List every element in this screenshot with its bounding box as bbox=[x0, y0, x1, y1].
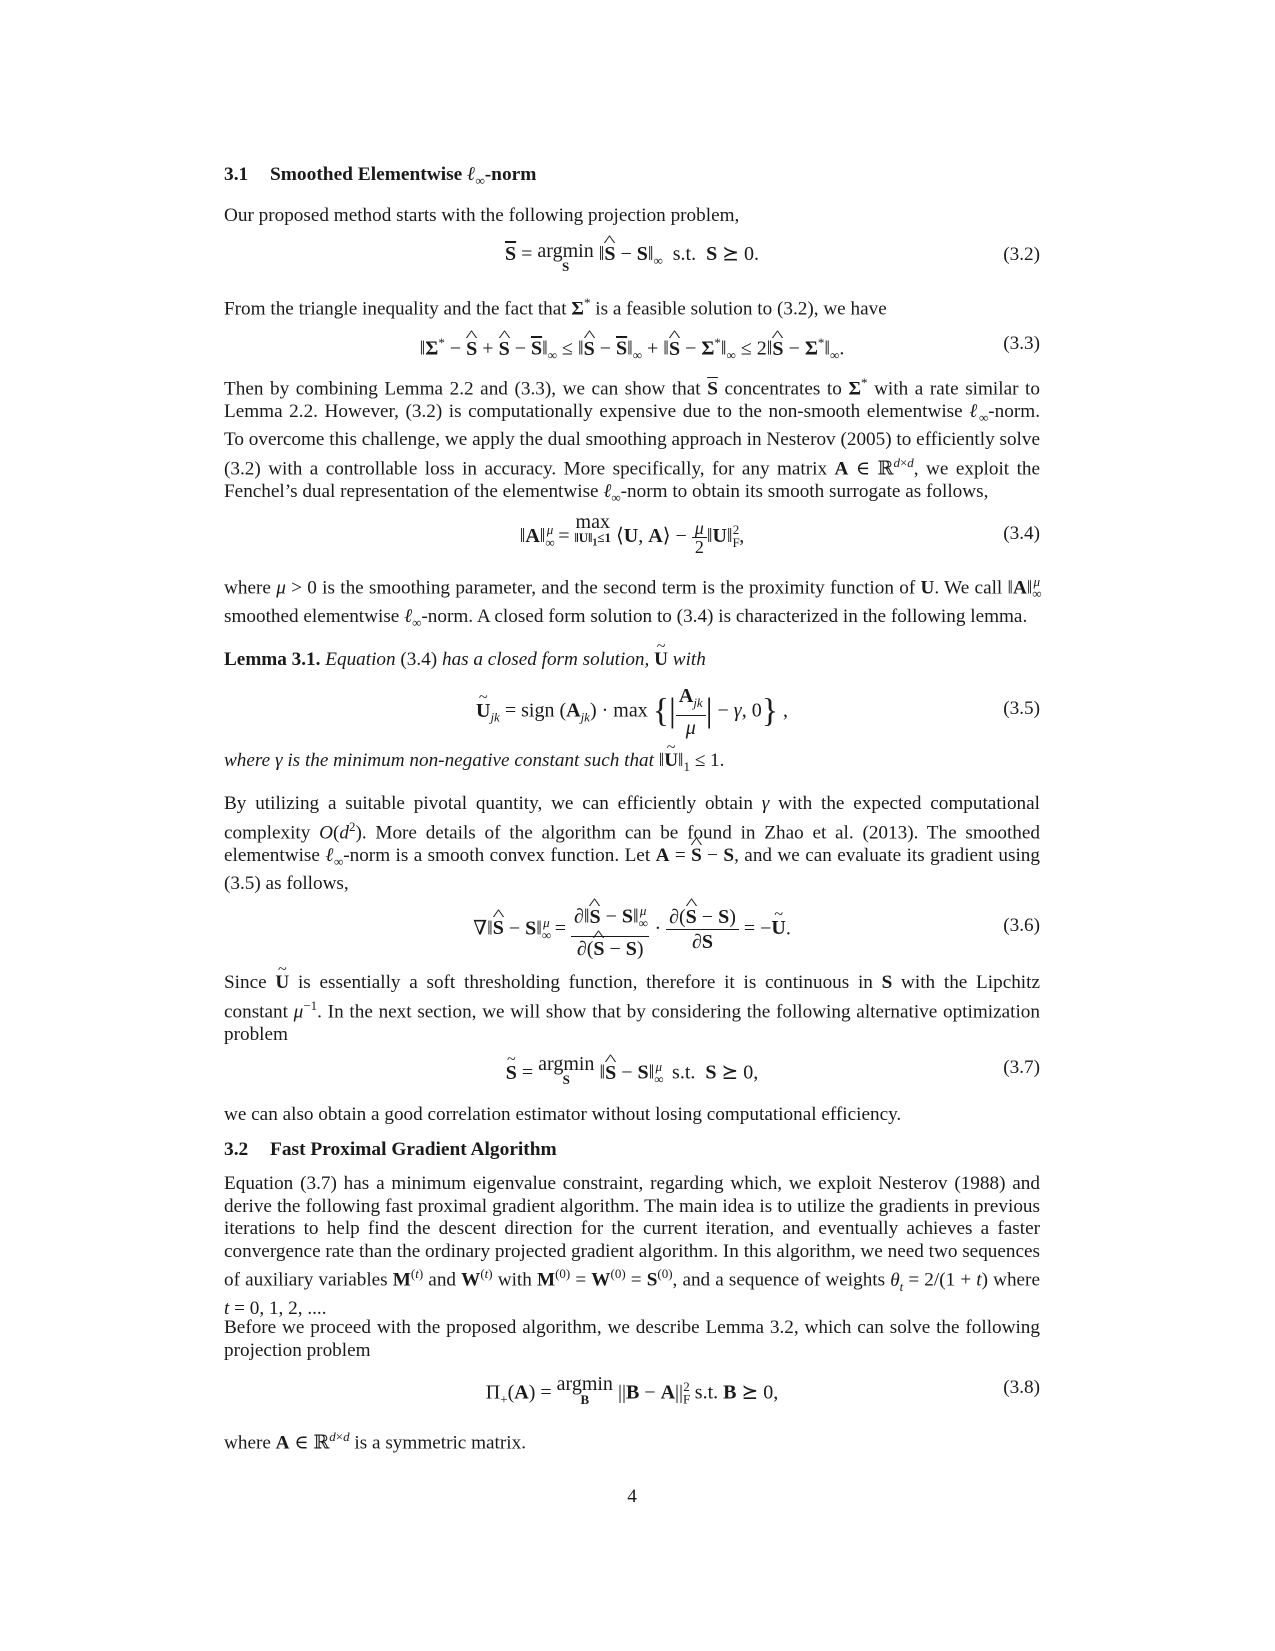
paragraph: By utilizing a suitable pivotal quantity, we can efficiently obtain γ with the expected computational complexity $O(d^2)$. More details of the algorithm can be found in Zhao et al. (2013). The smoothed elementwise ℓ$_\infty$-norm is a smooth convex function. Let A = ^ S − S, and we can evaluate its gradient using (3.5) as follows, bbox=[224, 793, 1040, 896]
equation-3-2 bbox=[224, 242, 1040, 294]
lemma-label: Lemma 3.1. bbox=[224, 649, 321, 670]
equation-body: $\overline{S} = argmin$ S ‖^ $S - S‖_\infty$ s.t. S ⪰ 0. bbox=[224, 242, 1040, 273]
equation-3-7 bbox=[224, 1055, 1040, 1107]
equation-tag: (3.6) bbox=[1003, 915, 1040, 936]
section-title: Smoothed Elementwise ℓ$_\infty$-norm bbox=[270, 164, 537, 188]
equation-body: ~ S = argmin S ‖^ $S - S‖_\infty^\mu$ s.t. S ⪰ 0, bbox=[224, 1055, 1040, 1092]
paragraph: where μ > 0 is the smoothing parameter, and the second term is the proximity function of U. We call $‖A‖_\infty^\mu$ smoothed elementwise ℓ$_\infty$-norm. A closed form solution to (3.4) is characterized in the following lemma. bbox=[224, 574, 1042, 630]
page-number: 4 bbox=[627, 1486, 637, 1507]
equation-body: $‖A‖_\infty^\mu = \max$ $‖U‖_1\le 1$ ⟨U, A⟩ − $\frac{\mu}{2}$ $‖U‖_F^2$, bbox=[519, 511, 745, 557]
lemma-3-1: Lemma 3.1. Equation (3.4) has a closed form solution, ~ U with bbox=[224, 649, 1040, 672]
section-title: Fast Proximal Gradient Algorithm bbox=[270, 1139, 557, 1160]
paragraph: From the triangle inequality and the fact that Σ* is a feasible solution to (3.2), we have bbox=[224, 295, 887, 320]
paragraph: we can also obtain a good correlation estimator without losing computational efficiency. bbox=[224, 1104, 902, 1125]
equation-tag: (3.7) bbox=[1003, 1057, 1040, 1078]
paragraph: Before we proceed with the proposed algorithm, we describe Lemma 3.2, which can solve the following projection problem bbox=[224, 1317, 1040, 1361]
paragraph: Then by combining Lemma 2.2 and (3.3), we can show that $\overline{S}$ concentrates to Σ* with a rate similar to Lemma 2.2. However, (3.2) is computationally expensive due to the non-smooth elementwise ℓ$_\infty$-norm. To overcome this challenge, we apply the dual smoothing approach in Nesterov (2005) to efficiently solve (3.2) with a controllable loss in accuracy. More specifically, for any matrix A ∈ ℝ$^{d\times d}$, we exploit the Fenchel’s dual representation of the elementwise ℓ$_\infty$-norm to obtain its smooth surrogate as follows, bbox=[224, 375, 1041, 505]
paragraph: where A ∈ ℝ$^{d\times d}$ is a symmetric matrix. bbox=[224, 1429, 527, 1454]
paragraph: Equation (3.7) has a minimum eigenvalue constraint, regarding which, we exploit Nesterov (1988) and derive the following fast proximal gradient algorithm. The main idea is to utilize the gradients in previous iterations to help find the descent direction for the current iteration, and eventually achieves a faster convergence rate than the ordinary projected gradient algorithm. In this algorithm, we need two sequences of auxiliary variables $M^{(t)}$ and $W^{(t)}$ with $M^{(0)} = W^{(0)} = S^{(0)}$, and a sequence of weights $\theta_t = 2/(1 + t)$ where t = 0, 1, 2, .... bbox=[224, 1173, 1040, 1320]
section-heading-3-1 bbox=[224, 164, 1040, 189]
lemma-continuation: where γ is the minimum non-negative constant such that ‖~ $U‖_1 \le 1$. bbox=[224, 750, 1040, 778]
equation-3-8 bbox=[224, 1375, 1040, 1427]
equation-tag: (3.4) bbox=[1003, 523, 1040, 544]
paragraph: Our proposed method starts with the following projection problem, bbox=[224, 205, 740, 226]
equation-tag: (3.5) bbox=[1003, 698, 1040, 719]
equation-tag: (3.2) bbox=[1003, 244, 1040, 265]
equation-body: $\Pi_+(A) = argmin$ B $||B - A||_F^2$ s.t. B ⪰ 0, bbox=[485, 1373, 779, 1407]
equation-body: ∇‖^ $S - S‖_\infty^\mu$ = $\frac{\partial‖\^{} S - S‖_\infty^\mu}{\partial(\^{} S - S)}$ · $\frac{\partial(\^{} S - S)}{\partial S}$ = −~ U. bbox=[224, 899, 1040, 961]
section-number: 3.2 bbox=[224, 1139, 249, 1160]
paragraph: Since ~ U is essentially a soft thresholding function, therefore it is continuous in S with the Lipchitz constant $\mu^{-1}$. In the next section, we will show that by considering the following alternative optimization problem bbox=[224, 972, 1040, 1046]
equation-body: ~ $U_{jk}$ = sign $(A_{jk}) \cdot \max$ {| $\frac{A_{jk}}{\mu}$ | − γ, 0} , bbox=[224, 684, 1040, 740]
equation-tag: (3.8) bbox=[1003, 1377, 1040, 1398]
equation-3-4 bbox=[224, 513, 1040, 573]
equation-3-6 bbox=[224, 899, 1040, 960]
equation-tag: (3.3) bbox=[1003, 333, 1040, 354]
equation-3-5 bbox=[224, 684, 1040, 742]
section-number: 3.1 bbox=[224, 164, 249, 185]
equation-body: ‖Σ* − ^ S + ^ $S - \overline{S}‖_\infty$ ≤ ‖^ $S - \overline{S}‖_\infty$ + ‖^ $S - \Sigma^*‖_\infty$ ≤ 2‖^ $S - \Sigma^*‖_\infty$. bbox=[224, 331, 1040, 368]
section-heading-3-2 bbox=[224, 1139, 1040, 1161]
